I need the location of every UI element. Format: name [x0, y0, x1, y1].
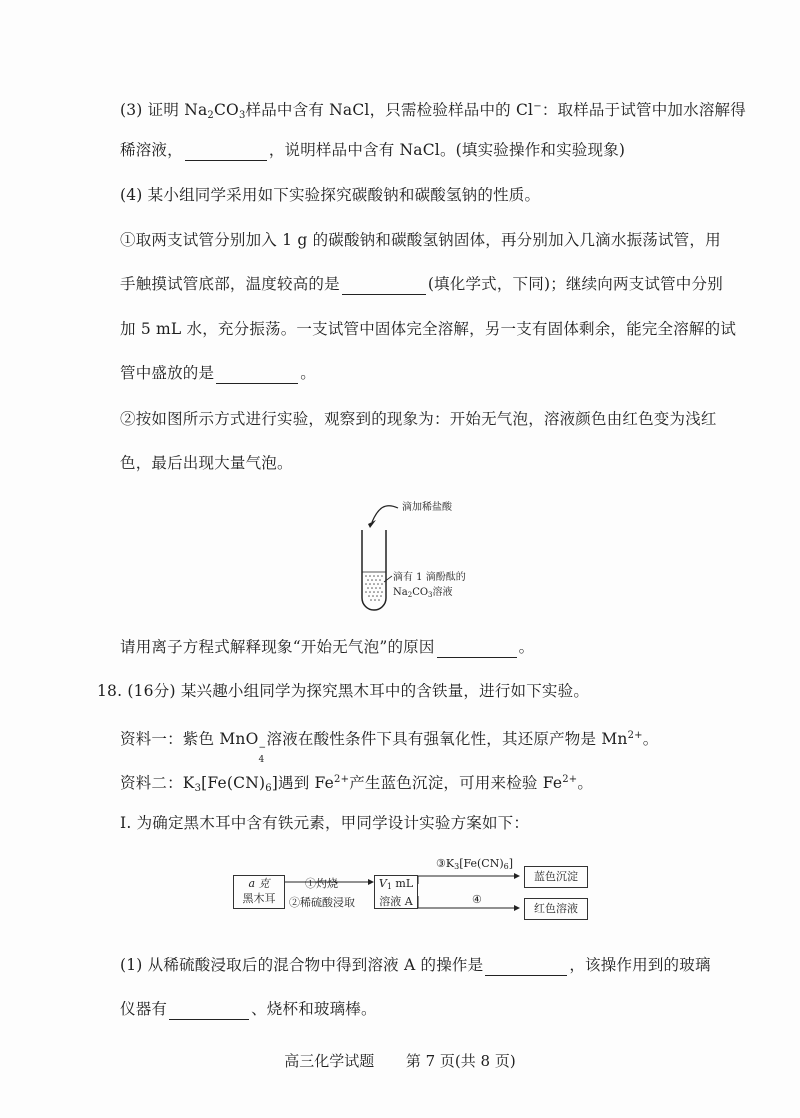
q4-p2-line1: ②按如图所示方式进行实验，观察到的现象为：开始无气泡，溶液颜色由红色变为浅红: [120, 410, 717, 428]
label-leader: [384, 576, 392, 582]
q18-head: 18. (16分) 某兴趣小组同学为探究黑木耳中的含铁量，进行如下实验。: [97, 682, 590, 700]
dropping-arrow: [372, 506, 398, 522]
q4-p1-line1: ①取两支试管分别加入 1 g 的碳酸钠和碳酸氢钠固体，再分别加入几滴水振荡试管，用: [120, 231, 721, 249]
q3-line2: 稀溶液， ，说明样品中含有 NaCl。(填实验操作和实验现象): [120, 141, 626, 159]
answer-blank[interactable]: [216, 367, 298, 384]
q18-info2: 资料二：$K_3[Fe(CN)_6]$遇到 $Fe^{2+}$产生蓝色沉淀，可用来检验 $Fe^{2+}$。: [120, 774, 594, 794]
q18-sub1-line2: 仪器有 、烧杯和玻璃棒。: [120, 1000, 377, 1018]
page-footer: [0, 1050, 800, 1071]
flow-box-solution: V1 mL 溶液 A: [374, 875, 418, 909]
q18-sub1-line1: (1) 从稀硫酸浸取后的混合物中得到溶液 A 的操作是 ，该操作用到的玻璃: [120, 956, 711, 974]
flow-box-sample: a 克 黑木耳: [233, 875, 285, 909]
fig-solution-label-2: $Na_2CO_3$溶液: [393, 587, 453, 599]
fig-solution-label-1: 滴有 1 滴酚酞的: [393, 572, 466, 583]
q4-p1-line2: 手触摸试管底部，温度较高的是 (填化学式，下同)；继续向两支试管中分别: [120, 275, 723, 293]
q4-p2-line2: 色，最后出现大量气泡。: [120, 454, 293, 472]
q3-line1: (3) 证明 $Na_2CO_3$样品中含有 NaCl，只需检验样品中的 Cl−：取样品于试管中加水溶解得: [120, 101, 746, 121]
q4-p1-line3: 加 5 mL 水，充分振荡。一支试管中固体完全溶解，另一支有固体剩余，能完全溶解的试: [120, 320, 737, 338]
q4-intro: (4) 某小组同学采用如下实验探究碳酸钠和碳酸氢钠的性质。: [120, 186, 541, 204]
q4-ask: 请用离子方程式解释现象“开始无气泡”的原因 。: [120, 638, 535, 656]
answer-blank[interactable]: [342, 278, 426, 295]
flow-step-3: ③K3[Fe(CN)6]: [436, 857, 514, 871]
answer-blank[interactable]: [485, 959, 567, 976]
flow-step-1: ①灼烧: [305, 877, 338, 890]
footer-subject: 高三化学试题: [284, 1052, 375, 1070]
answer-blank[interactable]: [169, 1003, 249, 1020]
q18-info1: 资料一：紫色 MnO − 4 溶液在酸性条件下具有强氧化性，其还原产物是 $Mn^{2+}$。: [120, 730, 659, 765]
q18-part1: Ⅰ. 为确定黑木耳中含有铁元素，甲同学设计实验方案如下：: [120, 814, 530, 832]
solution-dots: [365, 575, 383, 601]
answer-blank[interactable]: [185, 144, 267, 161]
flow-step-4: ④: [472, 893, 482, 906]
q4-p1-line4: 管中盛放的是 。: [120, 364, 316, 382]
flow-result-precipitate: 蓝色沉淀: [524, 866, 588, 888]
flow-step-2: ②稀硫酸浸取: [289, 896, 355, 909]
answer-blank[interactable]: [437, 641, 517, 658]
test-tube: [362, 530, 386, 610]
fig-top-label: 滴加稀盐酸: [402, 502, 452, 513]
flow-result-solution: 红色溶液: [524, 898, 588, 920]
footer-page: 第 7 页(共 8 页): [405, 1052, 516, 1070]
